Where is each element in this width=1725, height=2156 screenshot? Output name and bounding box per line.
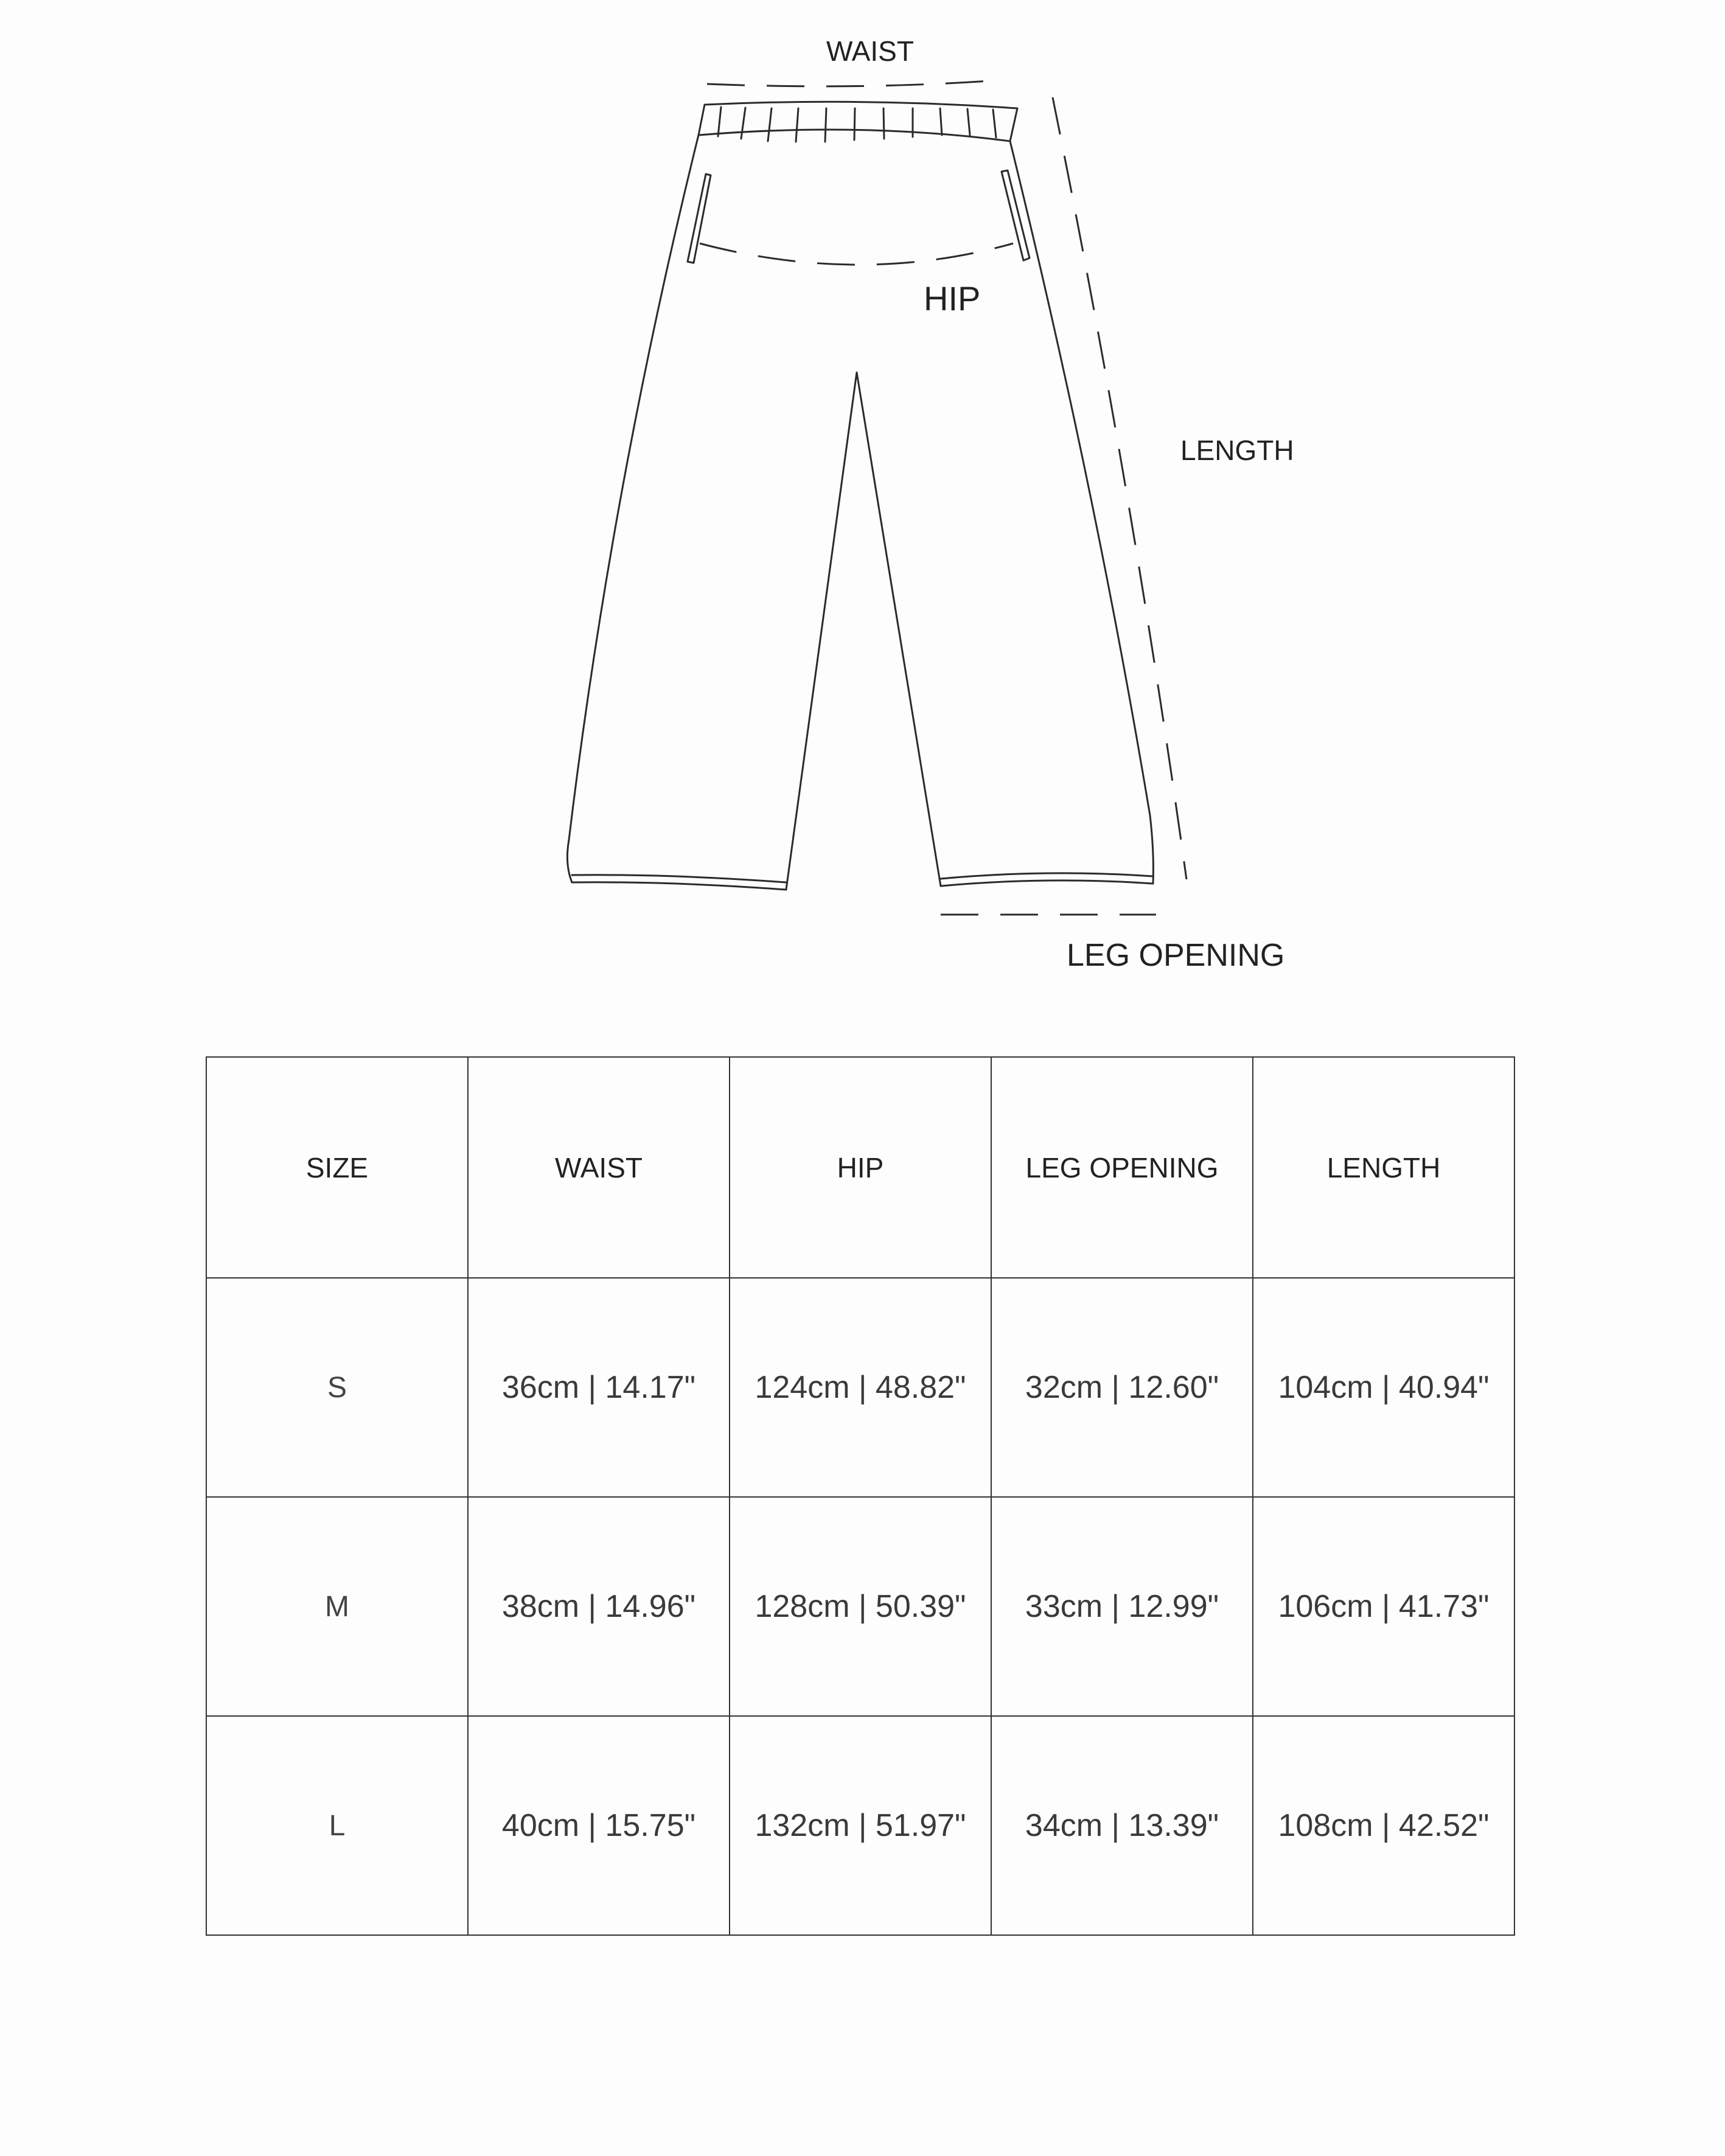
table-row <box>206 1497 1514 1716</box>
size-chart-table <box>206 1056 1515 1936</box>
length-cell: 104cm | 40.94" <box>1253 1278 1514 1497</box>
header-waist: WAIST <box>468 1057 730 1278</box>
hip-label: HIP <box>924 279 981 318</box>
length-cell: 106cm | 41.73" <box>1253 1497 1514 1716</box>
leg-opening-cell: 32cm | 12.60" <box>991 1278 1253 1497</box>
pants-outline <box>567 102 1153 890</box>
table-row <box>206 1716 1514 1935</box>
measurement-guides <box>700 80 1187 915</box>
waist-label: WAIST <box>826 35 914 67</box>
waist-cell: 40cm | 15.75" <box>468 1716 730 1935</box>
header-leg-opening: LEG OPENING <box>991 1057 1253 1278</box>
table-row <box>206 1278 1514 1497</box>
leg-opening-cell: 33cm | 12.99" <box>991 1497 1253 1716</box>
waistband-ribs <box>718 107 996 142</box>
hip-cell: 124cm | 48.82" <box>730 1278 991 1497</box>
header-hip: HIP <box>730 1057 991 1278</box>
hip-cell: 128cm | 50.39" <box>730 1497 991 1716</box>
pants-measurement-diagram <box>0 0 1725 1034</box>
size-cell: L <box>206 1716 468 1935</box>
hip-cell: 132cm | 51.97" <box>730 1716 991 1935</box>
leg-opening-cell: 34cm | 13.39" <box>991 1716 1253 1935</box>
length-label: LENGTH <box>1180 434 1294 466</box>
size-cell: S <box>206 1278 468 1497</box>
waist-cell: 36cm | 14.17" <box>468 1278 730 1497</box>
table-header-row <box>206 1057 1514 1278</box>
waist-cell: 38cm | 14.96" <box>468 1497 730 1716</box>
leg-opening-label: LEG OPENING <box>1067 938 1285 973</box>
header-size: SIZE <box>206 1057 468 1278</box>
header-length: LENGTH <box>1253 1057 1514 1278</box>
length-cell: 108cm | 42.52" <box>1253 1716 1514 1935</box>
size-cell: M <box>206 1497 468 1716</box>
